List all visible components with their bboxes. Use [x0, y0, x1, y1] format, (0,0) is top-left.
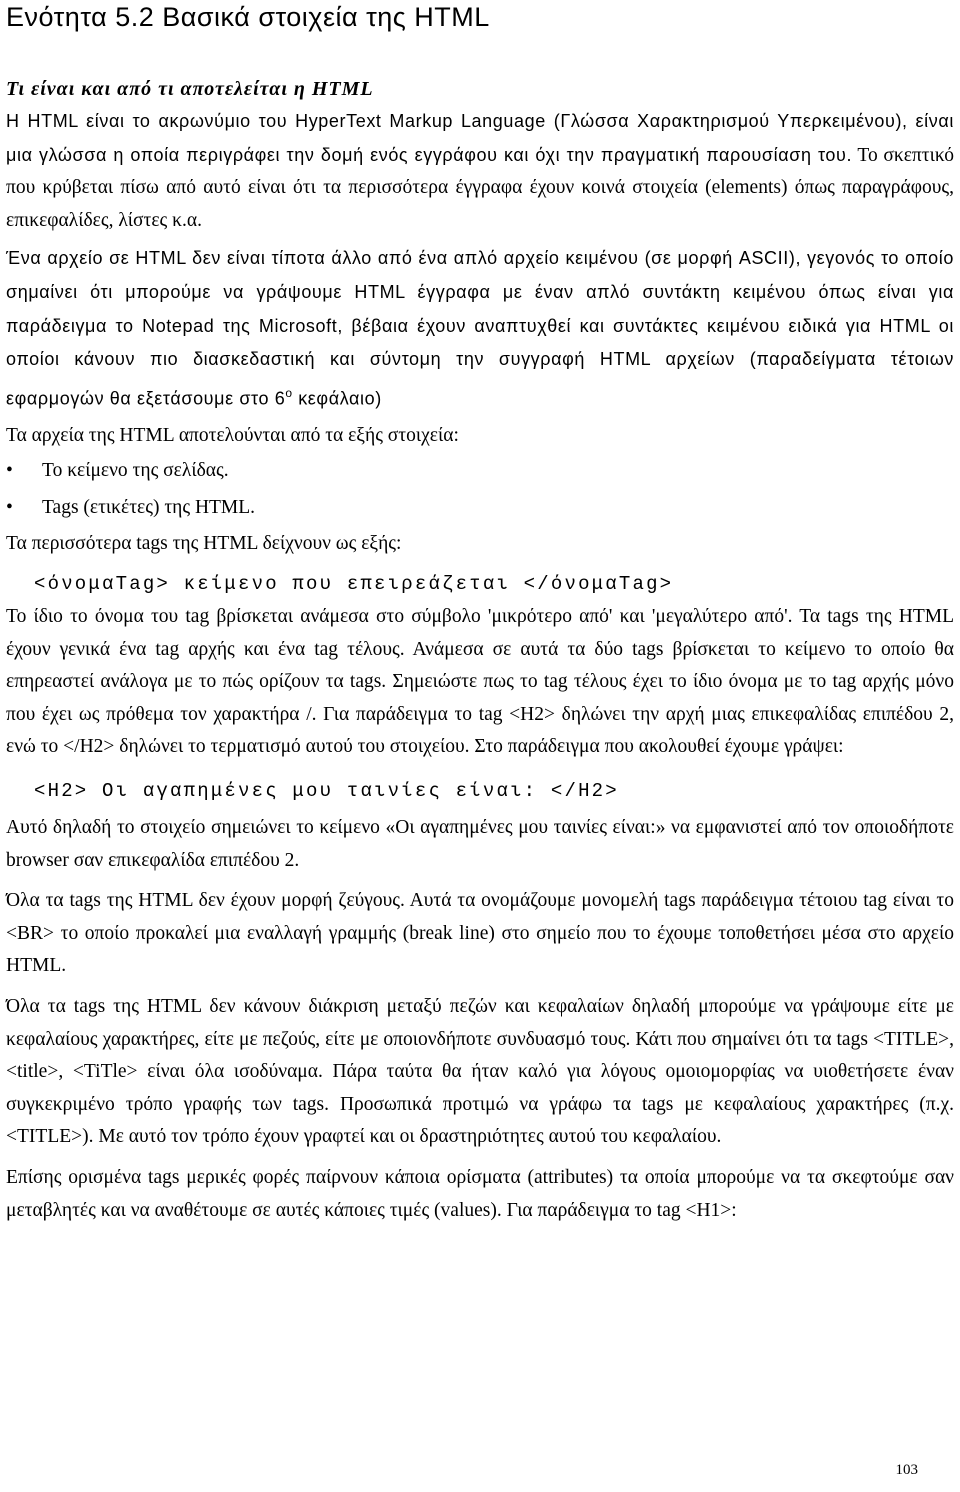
paragraph-ascii-end: κεφάλαιο) — [292, 388, 382, 409]
paragraph-meaning: Αυτό δηλαδή το στοιχείο σημειώνει το κείμενο «Οι αγαπημένες μου ταινίες είναι:» να εμφανιστεί από τον οποιοδήποτε browser σαν επικεφαλίδα επιπέδου 2. — [6, 817, 954, 871]
paragraph-tags-look: Τα περισσότερα tags της HTML δείχνουν ως εξής: — [6, 533, 402, 555]
list-item-text: Tags (ετικέτες) της HTML. — [42, 497, 256, 519]
document-page — [6, 0, 954, 1227]
superscript-o: ο — [285, 385, 293, 400]
paragraph-html-definition-rest: Το σκεπτικό που κρύβεται πίσω από αυτό είναι ότι τα περισσότερα έγγραφα έχουν κοινά στοιχεία (elements) όπως παραγράφους, επικεφαλίδες, λίστες κ.α. — [6, 144, 955, 231]
code-example-tag: <όνομαTag> κείμενο που επειρεάζεται </όνομαTag> — [34, 573, 674, 596]
elements-list — [6, 452, 954, 526]
paragraph-ascii — [6, 242, 954, 415]
paragraph-composed-of: Τα αρχεία της HTML αποτελούνται από τα εξής στοιχεία: — [6, 424, 459, 446]
paragraph-html-definition — [6, 105, 954, 237]
paragraph-tag-name: Το ίδιο το όνομα του tag βρίσκεται ανάμεσα στο σύμβολο 'μικρότερο από' και 'μεγαλύτερο από'. Τα tags της HTML έχουν γενικά ένα tag αρχής και ένα tag τέλους. Ανάμεσα σε αυτά τα δύο tags βρίσκεται το κείμενο το οποίο θα επηρεαστεί ανάλογα με το πώς ορίζουν τα tags. Σημειώστε πως το tag τέλους έχει το ίδιο όνομα με το tag αρχής μόνο που έχει ως πρόθεμα τον χαρακτήρα /. Για παράδειγμα το tag <H2> δηλώνει την αρχή μιας επικεφαλίδας επιπέδου 2, ενώ το </H2> δηλώνει το τερματισμό αυτού του στοιχείου. Στο παράδειγμα που ακολουθεί έχουμε γράψει: — [6, 606, 954, 758]
paragraph-html-definition-text: Η HTML είναι το ακρωνύμιο του HyperText Markup Language (Γλώσσα Χαρακτηρισμού Υπερκειμένου), είναι μια γλώσσα η οποία περιγράφει την δομή ενός εγγράφου και όχι την πραγματική παρουσίαση του. — [6, 111, 954, 165]
paragraph-ascii-text: Ένα αρχείο σε HTML δεν είναι τίποτα άλλο από ένα απλό αρχείο κειμένου (σε μορφή ASCII), γεγονός το οποίο σημαίνει ότι μπορούμε να γράψουμε HTML έγγραφα με έναν απλό συντάκτη κειμένου όπως είναι για παράδειγμα το Notepad της Microsoft, βέβαια έχουν αναπτυχθεί και συντάκτες κειμένου ειδικά για HTML οι οποίοι κάνουν πιο διασκεδαστική και σύντομη την συγγραφή HTML αρχείων (παραδείγματα τέτοιων εφαρμογών θα εξετάσουμε στο 6 — [6, 248, 954, 409]
paragraph-single-tags: Όλα τα tags της HTML δεν έχουν μορφή ζεύγους. Αυτά τα ονομάζουμε μονομελή tags παράδειγμα τέτοιου tag είναι το <BR> το οποίο προκαλεί μια εναλλαγή γραμμής (break line) στο σημείο που το έχουμε τοποθετήσει μέσα στο αρχείο HTML. — [6, 890, 954, 977]
page-number: 103 — [895, 1462, 918, 1478]
code-example-h2: <H2> Οι αγαπημένες μου ταινίες είναι: </H2> — [34, 780, 619, 802]
list-item — [6, 489, 954, 526]
subsection-title: Τι είναι και από τι αποτελείται η HTML — [6, 78, 374, 100]
paragraph-case-insensitive: Όλα τα tags της HTML δεν κάνουν διάκριση μεταξύ πεζών και κεφαλαίων δηλαδή μπορούμε να γράψουμε είτε με κεφαλαίους χαρακτήρες, είτε με πεζούς, είτε με οποιονδήποτε συνδυασμό τους. Κάτι που σημαίνει ότι τα tags <TITLE>, <title>, <TiTle> είναι όλα ισοδύναμα. Πάρα ταύτα θα ήταν καλό για λόγους ομοιομορφίας να υιοθετήσετε έναν συγκεκριμένο τρόπο γραφής των tags. Προσωπικά προτιμώ να γράφω τα tags με κεφαλαίους χαρακτήρες (π.χ. <TITLE>). Με αυτό τον τρόπο έχουν γραφτεί και οι δραστηριότητες αυτού του κεφαλαίου. — [6, 995, 954, 1148]
list-item — [6, 452, 954, 489]
section-title: Ενότητα 5.2 Βασικά στοιχεία της HTML — [6, 2, 490, 32]
list-item-text: Το κείμενο της σελίδας. — [42, 460, 229, 482]
bullet-icon: • — [6, 460, 13, 482]
paragraph-attributes: Επίσης ορισμένα tags μερικές φορές παίρνουν κάποια ορίσματα (attributes) τα οποία μπορούμε να τα σκεφτούμε σαν μεταβλητές και να αναθέτουμε σε αυτές κάποιες τιμές (values). Για παράδειγμα το tag <H1>: — [6, 1166, 954, 1221]
bullet-icon: • — [6, 497, 13, 519]
